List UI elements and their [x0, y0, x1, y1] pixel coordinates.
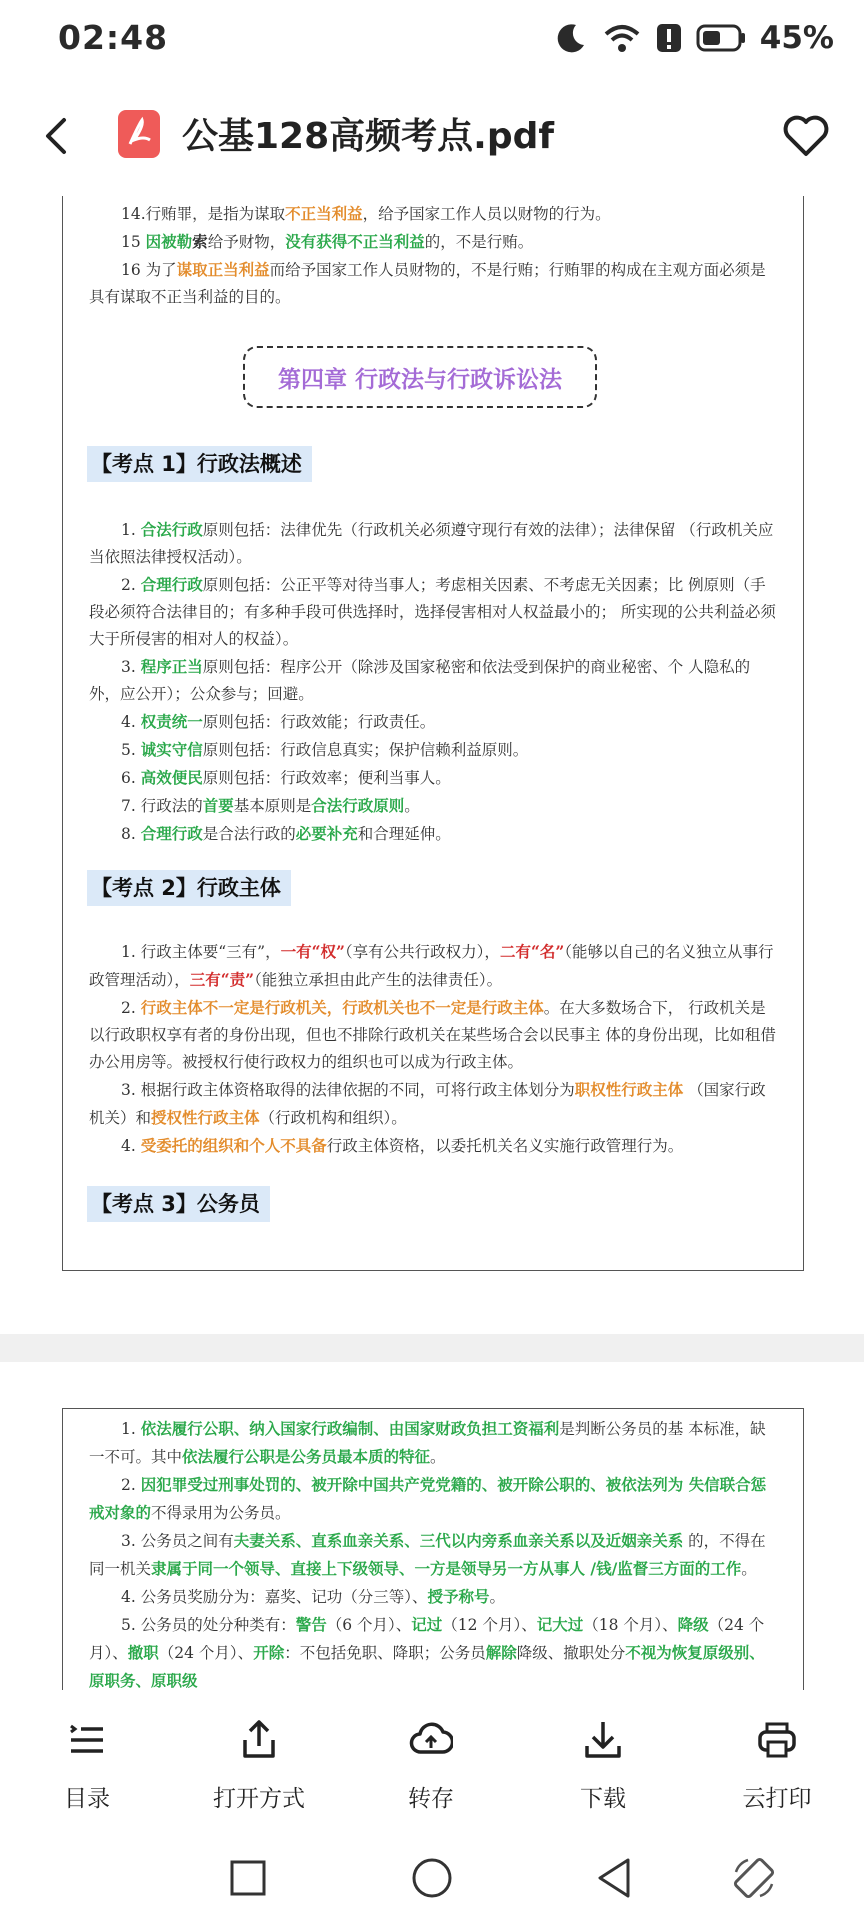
app-header	[0, 90, 864, 180]
list-item: 2. 合理行政原则包括：公正平等对待当事人；考虑相关因素、不考虑无关因素；比 例原则（手段必须符合法律目的；有多种手段可供选择时，选择侵害相对人权益最小的； 所实现的公共利益必须大于所侵害的相对人的权益）。	[89, 575, 776, 648]
download-icon	[581, 1718, 625, 1762]
back-nav-button[interactable]	[592, 1854, 640, 1902]
pdf-viewer[interactable]	[0, 196, 864, 1690]
share-icon	[237, 1718, 281, 1762]
page-gap	[0, 1334, 864, 1362]
text-line-15: 15 因被勒索给予财物，没有获得不正当利益的，不是行贿。	[121, 232, 534, 251]
status-icons	[554, 20, 834, 56]
favorite-heart-icon[interactable]	[782, 112, 830, 158]
list-item: 6. 高效便民原则包括：行政效率；便利当事人。	[121, 768, 451, 787]
section-heading-3: 【考点 3】公务员	[87, 1186, 270, 1222]
toolbar-download-button[interactable]: 下载	[538, 1718, 668, 1813]
chapter-heading: 第四章 行政法与行政诉讼法	[243, 346, 597, 408]
list-icon	[65, 1718, 109, 1762]
text-line-16: 16 为了谋取正当利益而给予国家工作人员财物的，不是行贿；行贿罪的构成在主观方面必须是具有谋取不正当利益的目的。	[89, 260, 766, 306]
document-title: 公基128高频考点.pdf	[182, 116, 555, 157]
recent-apps-button[interactable]	[224, 1854, 272, 1902]
toolbar-open-with-button[interactable]: 打开方式	[194, 1718, 324, 1813]
list-item: 5. 诚实守信原则包括：行政信息真实；保护信赖利益原则。	[121, 740, 529, 759]
list-item: 4. 公务员奖励分为：嘉奖、记功（分三等）、授予称号。	[121, 1587, 505, 1606]
printer-icon	[755, 1718, 799, 1762]
list-item: 2. 行政主体不一定是行政机关，行政机关也不一定是行政主体。在大多数场合下， 行政机关是以行政职权享有者的身份出现，但也不排除行政机关在某些场合会以民事主 体的身份出现，比如租借办公用房等。被授权行使行政权力的组织也可以成为行政主体。	[89, 998, 776, 1071]
section-1-body	[89, 516, 779, 848]
list-item: 3. 程序正当原则包括：程序公开（除涉及国家秘密和依法受到保护的商业秘密、个 人隐私的外，应公开）；公众参与；回避。	[89, 657, 751, 703]
page-text-top	[89, 200, 779, 311]
text-line-14: 14.行贿罪，是指为谋取不正当利益，给予国家工作人员以财物的行为。	[121, 204, 611, 223]
home-button[interactable]	[408, 1854, 456, 1902]
list-item: 1. 行政主体要“三有”，一有“权”（享有公共行政权力），二有“名”（能够以自己的名义独立从事行政管理活动），三有“责”（能独立承担由此产生的法律责任）。	[89, 942, 774, 989]
status-bar	[0, 0, 864, 82]
toolbar-save-to-button[interactable]: 转存	[366, 1718, 496, 1813]
cloud-upload-icon	[409, 1718, 453, 1762]
alert-icon	[656, 21, 682, 55]
section-2-body	[89, 938, 779, 1160]
list-item: 3. 公务员之间有夫妻关系、直系血亲关系、三代以内旁系血亲关系以及近姻亲关系 的，不得在同一机关隶属于同一个领导、直接上下级领导、一方是领导另一方从事人 /钱/监督三方面的工作。	[89, 1531, 766, 1578]
list-item: 3. 根据行政主体资格取得的法律依据的不同，可将行政主体划分为职权性行政主体 （国家行政机关）和授权性行政主体（行政机构和组织）。	[89, 1080, 766, 1127]
list-item: 8. 合理行政是合法行政的必要补充和合理延伸。	[121, 824, 451, 843]
list-item: 7. 行政法的首要基本原则是合法行政原则。	[121, 796, 420, 815]
list-item: 5. 公务员的处分种类有：警告（6 个月）、记过（12 个月）、记大过（18 个月）、降级（24 个月）、撤职（24 个月）、开除：不包括免职、降职；公务员解除降级、撤职处分不视为恢复原级别、原职务、原职级	[89, 1615, 765, 1690]
list-item: 2. 因犯罪受过刑事处罚的、被开除中国共产党党籍的、被开除公职的、被依法列为 失信联合惩戒对象的不得录用为公务员。	[89, 1475, 767, 1522]
list-item: 4. 受委托的组织和个人不具备行政主体资格，以委托机关名义实施行政管理行为。	[121, 1136, 684, 1155]
toolbar-contents-button[interactable]: 目录	[22, 1718, 152, 1813]
back-button[interactable]	[40, 116, 74, 156]
section-heading-2: 【考点 2】行政主体	[87, 870, 291, 906]
wifi-icon	[602, 20, 642, 56]
pdf-page	[62, 1408, 804, 1690]
pdf-file-icon	[118, 110, 160, 158]
system-nav-bar	[0, 1840, 864, 1920]
list-item: 1. 依法履行公职、纳入国家行政编制、由国家财政负担工资福利是判断公务员的基 本标准，缺一不可。其中依法履行公职是公务员最本质的特征。	[89, 1419, 766, 1466]
battery-percent: 45%	[759, 20, 834, 56]
section-3-body	[89, 1415, 779, 1690]
pdf-page	[62, 196, 804, 1271]
bottom-toolbar	[0, 1700, 864, 1830]
rotate-screen-icon[interactable]	[730, 1854, 778, 1902]
moon-icon	[554, 21, 588, 55]
battery-icon	[696, 23, 746, 53]
list-item: 1. 合法行政原则包括：法律优先（行政机关必须遵守现行有效的法律）；法律保留 （行政机关应当依照法律授权活动）。	[89, 520, 774, 566]
list-item: 4. 权责统一原则包括：行政效能；行政责任。	[121, 712, 436, 731]
section-heading-1: 【考点 1】行政法概述	[87, 446, 312, 482]
status-time: 02:48	[58, 18, 169, 57]
toolbar-cloud-print-button[interactable]: 云打印	[712, 1718, 842, 1813]
